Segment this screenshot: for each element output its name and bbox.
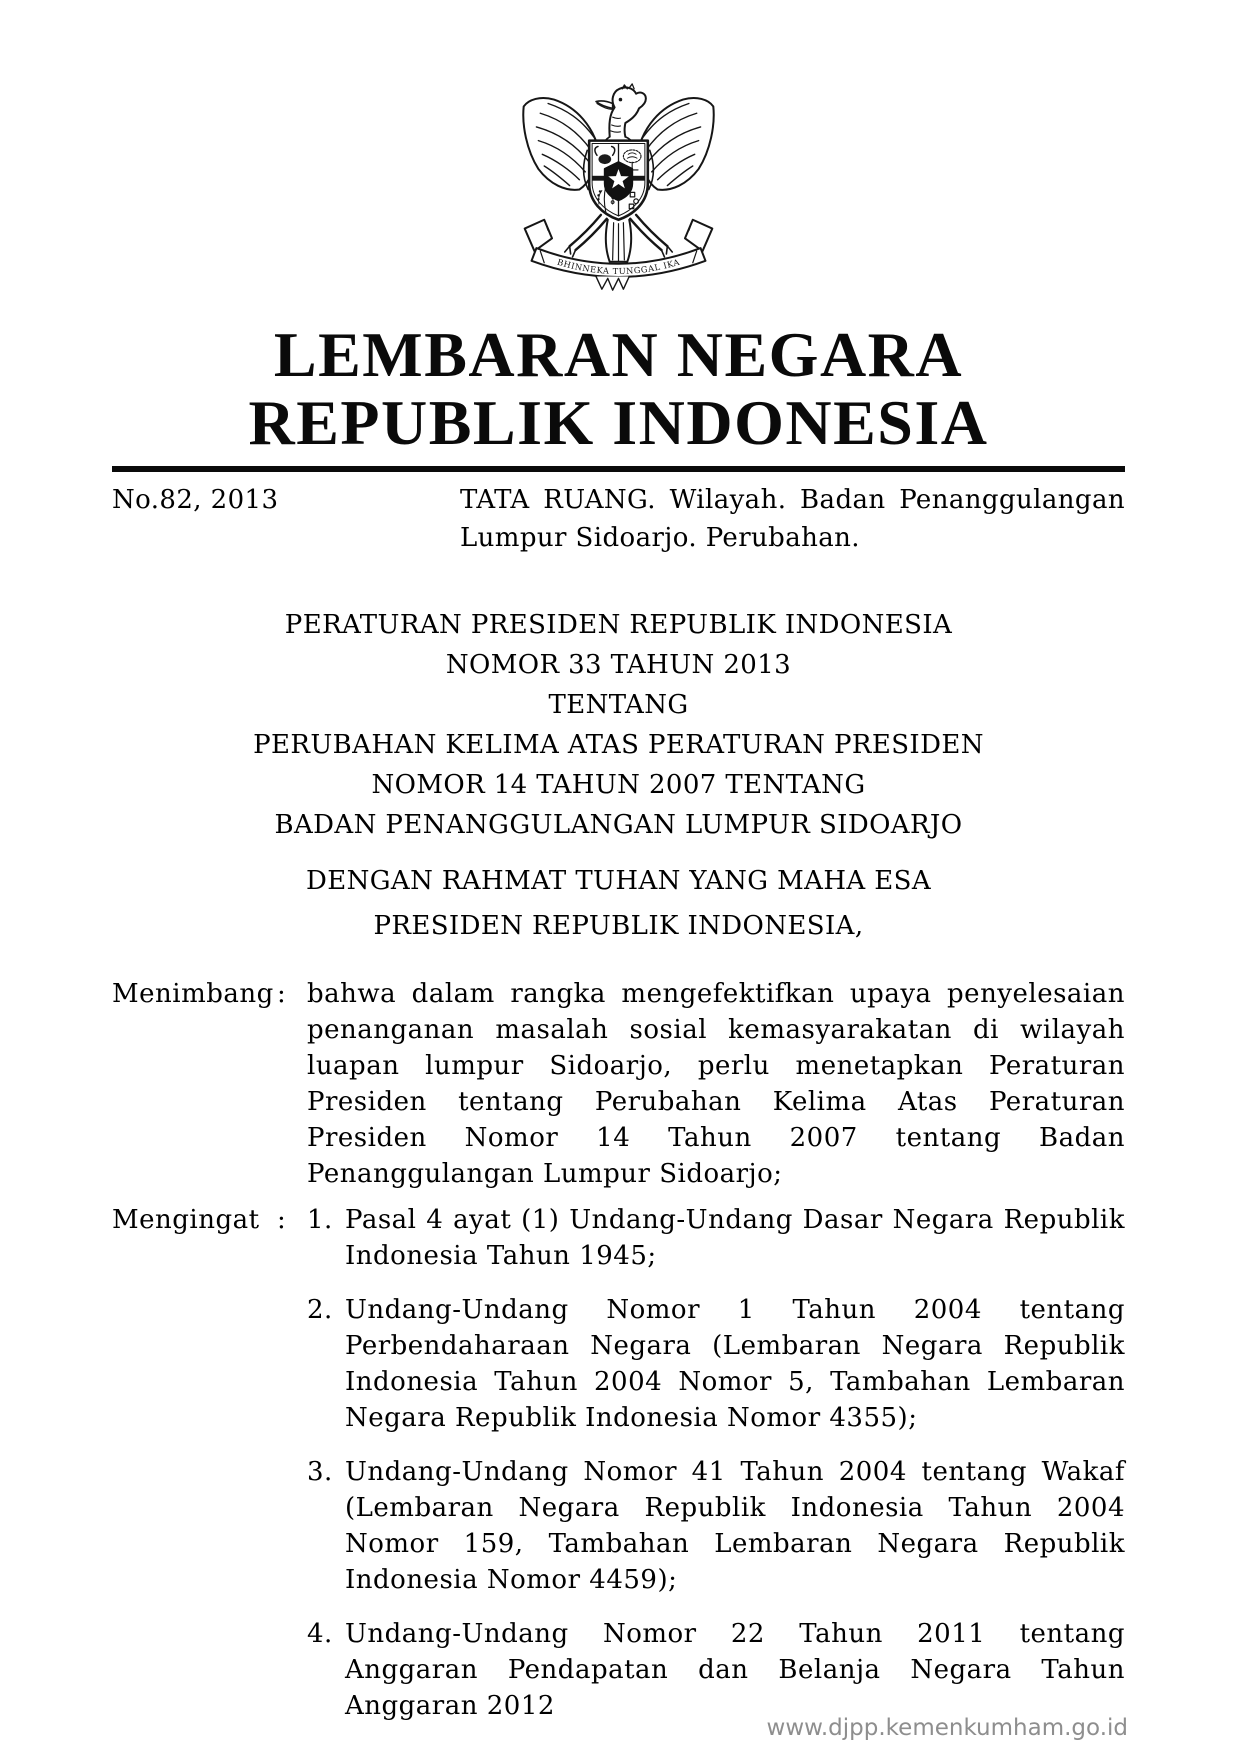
decree-title-line: TENTANG xyxy=(548,690,689,720)
footer-watermark xyxy=(767,1715,1128,1741)
legal-basis-item-number: 2. xyxy=(307,1295,333,1325)
invocation-line: DENGAN RAHMAT TUHAN YANG MAHA ESA xyxy=(305,866,932,896)
garuda-pancasila-emblem xyxy=(511,74,726,303)
considering-colon: : xyxy=(277,979,287,1009)
gazette-subject: TATA RUANG. Wilayah. Badan Penanggulangan Lumpur Sidoarjo. Perubahan. xyxy=(460,485,1125,553)
decree-title-line: PERUBAHAN KELIMA ATAS PERATURAN PRESIDEN xyxy=(253,730,984,760)
legal-basis-item-text: Undang-Undang Nomor 22 Tahun 2011 tentang Anggaran Pendapatan dan Belanja Negara Tahun Anggaran 2012 xyxy=(345,1619,1125,1721)
decree-title-line: PERATURAN PRESIDEN REPUBLIK INDONESIA xyxy=(284,610,953,640)
recalling-section xyxy=(112,1202,1125,1742)
recalling-label: Mengingat xyxy=(112,1205,260,1235)
legal-basis-list xyxy=(307,1202,1125,1742)
legal-basis-item-number: 1. xyxy=(307,1205,333,1235)
considering-section xyxy=(112,976,1125,1192)
legal-basis-item-number: 4. xyxy=(307,1619,333,1649)
considering-text: bahwa dalam rangka mengefektifkan upaya penyelesaian penanganan masalah sosial kemasyarakatan di wilayah luapan lumpur Sidoarjo, perlu menetapkan Peraturan Presiden tentang Perubahan Kelima Atas Peraturan Presiden Nomor 14 Tahun 2007 tentang Badan Penanggulangan Lumpur Sidoarjo; xyxy=(307,979,1125,1189)
legal-basis-item-text: Undang-Undang Nomor 41 Tahun 2004 tentang Wakaf (Lembaran Negara Republik Indonesia Tahun 2004 Nomor 159, Tambahan Lembaran Negara Republik Indonesia Nomor 4459); xyxy=(345,1457,1125,1595)
footer-url: www.djpp.kemenkumham.go.id xyxy=(766,1715,1128,1741)
legal-basis-item-text: Undang-Undang Nomor 1 Tahun 2004 tentang Perbendaharaan Negara (Lembaran Negara Republik Indonesia Tahun 2004 Nomor 5, Tambahan Lembaran Negara Republik Indonesia Nomor 4355); xyxy=(345,1295,1125,1433)
legal-basis-item xyxy=(307,1616,1125,1724)
gazette-meta-row xyxy=(112,481,1125,557)
page-content xyxy=(112,0,1125,1742)
gazette-title-line2: REPUBLIK INDONESIA xyxy=(248,387,989,458)
decree-title-line: NOMOR 33 TAHUN 2013 xyxy=(445,650,792,680)
gazette-title xyxy=(112,321,1125,457)
legal-basis-item xyxy=(307,1454,1125,1598)
legal-basis-item-text: Pasal 4 ayat (1) Undang-Undang Dasar Negara Republik Indonesia Tahun 1945; xyxy=(345,1205,1125,1271)
authority-line: PRESIDEN REPUBLIK INDONESIA, xyxy=(373,911,864,941)
gazette-number: No.82, 2013 xyxy=(112,485,279,515)
emblem-motto: BHINNEKA TUNGGAL IKA xyxy=(556,256,681,277)
legal-basis-item-number: 3. xyxy=(307,1457,333,1487)
decree-title-line: BADAN PENANGGULANGAN LUMPUR SIDOARJO xyxy=(274,810,963,840)
legal-basis-item xyxy=(307,1292,1125,1436)
masthead-rule xyxy=(112,466,1125,472)
gazette-title-line1: LEMBARAN NEGARA xyxy=(273,319,964,390)
decree-title-line: NOMOR 14 TAHUN 2007 TENTANG xyxy=(371,770,866,800)
recalling-colon: : xyxy=(277,1205,287,1235)
legal-basis-item xyxy=(307,1202,1125,1274)
decree-title-block xyxy=(112,605,1125,845)
considering-label: Menimbang xyxy=(112,979,274,1009)
